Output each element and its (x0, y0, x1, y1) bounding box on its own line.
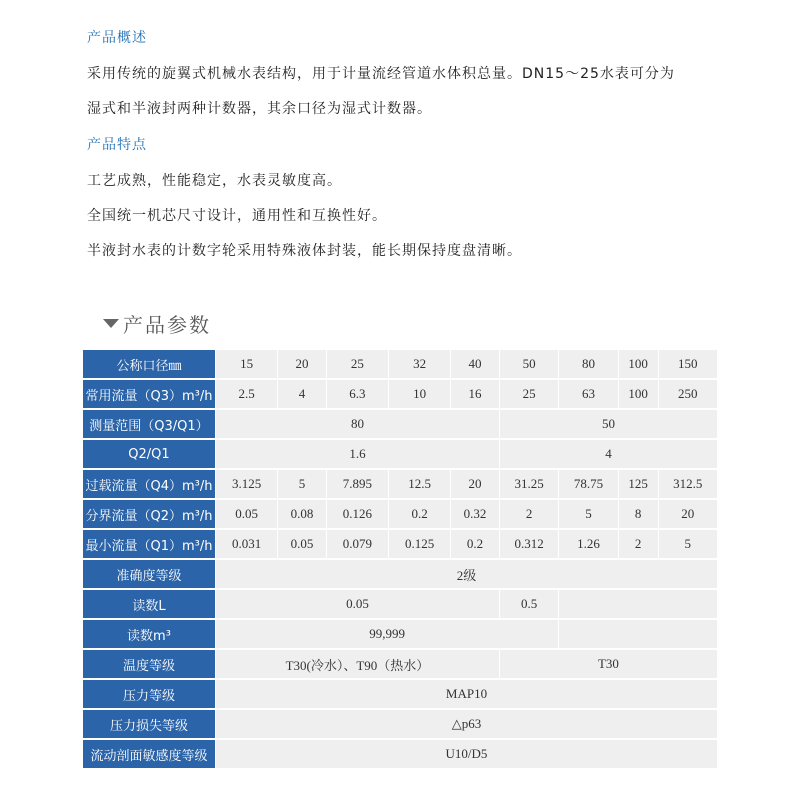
table-row (83, 500, 717, 528)
table-row (83, 350, 717, 378)
table-cell: 150 (659, 350, 717, 378)
table-cell: 2级 (216, 560, 717, 588)
table-cell: T30 (500, 650, 717, 678)
table-cell: 5 (559, 500, 617, 528)
row-label: Q2/Q1 (83, 440, 215, 468)
table-cell: 6.3 (327, 380, 388, 408)
table-cell: 0.5 (500, 590, 558, 618)
table-cell: 8 (619, 500, 658, 528)
table-row (83, 740, 717, 768)
table-cell: 63 (559, 380, 617, 408)
row-label: 测量范围（Q3/Q1） (83, 410, 215, 438)
feature-item: 半液封水表的计数字轮采用特殊液体封装，能长期保持度盘清晰。 (87, 243, 522, 259)
row-label: 准确度等级 (83, 560, 215, 588)
table-cell: 32 (389, 350, 450, 378)
table-cell: 250 (659, 380, 717, 408)
params-title-text: 产品参数 (123, 313, 211, 337)
table-row (83, 380, 717, 408)
table-cell: 20 (278, 350, 326, 378)
table-cell: 0.2 (389, 500, 450, 528)
table-row (83, 410, 717, 438)
table-cell: 2 (500, 500, 558, 528)
empty-cell (559, 590, 717, 618)
table-row (83, 650, 717, 678)
row-label: 公称口径㎜ (83, 350, 215, 378)
table-cell: 15 (216, 350, 277, 378)
table-cell: 31.25 (500, 470, 558, 498)
table-cell: 2 (619, 530, 658, 558)
table-cell: 78.75 (559, 470, 617, 498)
table-cell: 0.125 (389, 530, 450, 558)
table-cell: 10 (389, 380, 450, 408)
row-label: 过载流量（Q4）m³/h (83, 470, 215, 498)
table-cell: 0.2 (451, 530, 499, 558)
table-cell: T30(冷水）、T90（热水） (216, 650, 499, 678)
table-cell: 100 (619, 380, 658, 408)
table-cell: 50 (500, 410, 717, 438)
table-cell: 0.05 (216, 500, 277, 528)
table-cell: 0.126 (327, 500, 388, 528)
table-cell: 125 (619, 470, 658, 498)
table-cell: 2.5 (216, 380, 277, 408)
table-cell: 0.079 (327, 530, 388, 558)
feature-item: 工艺成熟，性能稳定，水表灵敏度高。 (87, 173, 342, 189)
row-label: 流动剖面敏感度等级 (83, 740, 215, 768)
table-cell: 20 (451, 470, 499, 498)
table-cell: 1.26 (559, 530, 617, 558)
table-cell: 5 (659, 530, 717, 558)
empty-cell (559, 620, 717, 648)
row-label: 常用流量（Q3）m³/h (83, 380, 215, 408)
table-cell: 25 (500, 380, 558, 408)
row-label: 压力等级 (83, 680, 215, 708)
feature-item: 全国统一机芯尺寸设计，通用性和互换性好。 (87, 208, 387, 224)
table-cell: 4 (500, 440, 717, 468)
params-section-title (103, 309, 211, 338)
table-cell: 50 (500, 350, 558, 378)
table-cell: 1.6 (216, 440, 499, 468)
params-table (82, 348, 718, 770)
table-row (83, 620, 717, 648)
row-label: 读数L (83, 590, 215, 618)
table-cell: 0.32 (451, 500, 499, 528)
table-row (83, 530, 717, 558)
table-cell: 99,999 (216, 620, 558, 648)
table-row (83, 440, 717, 468)
table-row (83, 560, 717, 588)
table-cell: 312.5 (659, 470, 717, 498)
table-cell: 0.05 (216, 590, 499, 618)
table-row (83, 680, 717, 708)
row-label: 读数m³ (83, 620, 215, 648)
table-cell: 16 (451, 380, 499, 408)
features-heading: 产品特点 (87, 137, 147, 153)
overview-line-1: 采用传统的旋翼式机械水表结构，用于计量流经管道水体积总量。DN15～25水表可分为 (87, 66, 675, 82)
table-cell: 20 (659, 500, 717, 528)
table-cell: 80 (216, 410, 499, 438)
table-cell: 80 (559, 350, 617, 378)
row-label: 分界流量（Q2）m³/h (83, 500, 215, 528)
table-cell: 25 (327, 350, 388, 378)
table-row (83, 470, 717, 498)
triangle-down-icon (103, 319, 119, 328)
table-cell: 0.031 (216, 530, 277, 558)
table-cell: 3.125 (216, 470, 277, 498)
table-cell: △p63 (216, 710, 717, 738)
table-cell: 4 (278, 380, 326, 408)
table-cell: MAP10 (216, 680, 717, 708)
table-row (83, 590, 717, 618)
table-cell: 40 (451, 350, 499, 378)
row-label: 压力损失等级 (83, 710, 215, 738)
table-cell: 0.08 (278, 500, 326, 528)
table-cell: 12.5 (389, 470, 450, 498)
row-label: 温度等级 (83, 650, 215, 678)
row-label: 最小流量（Q1）m³/h (83, 530, 215, 558)
table-cell: 0.312 (500, 530, 558, 558)
overview-line-2: 湿式和半液封两种计数器，其余口径为湿式计数器。 (87, 101, 432, 117)
overview-heading: 产品概述 (87, 30, 147, 46)
table-row (83, 710, 717, 738)
table-cell: 0.05 (278, 530, 326, 558)
table-cell: 7.895 (327, 470, 388, 498)
table-cell: 5 (278, 470, 326, 498)
table-cell: 100 (619, 350, 658, 378)
table-cell: U10/D5 (216, 740, 717, 768)
